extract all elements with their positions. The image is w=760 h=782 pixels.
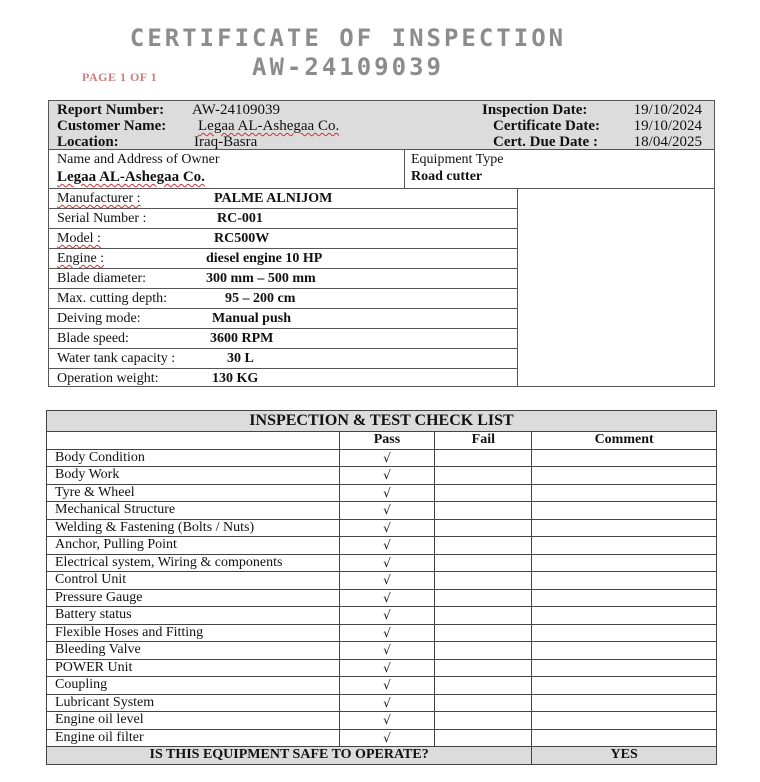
- spec-label: Deiving mode:: [57, 311, 141, 326]
- equipment-type-label: Equipment Type: [411, 152, 504, 167]
- spec-row: [49, 249, 517, 269]
- pass-check-mark: √: [339, 467, 435, 485]
- checklist-item-label: Flexible Hoses and Fitting: [47, 624, 340, 642]
- checklist-item-label: Coupling: [47, 677, 340, 695]
- spec-row: [49, 309, 517, 329]
- checklist-row: [47, 659, 717, 677]
- checklist-row: [47, 449, 717, 467]
- checklist-item-label: Body Work: [47, 467, 340, 485]
- certificate-date-value: 19/10/2024: [633, 118, 702, 134]
- checklist-item-label: POWER Unit: [47, 659, 340, 677]
- spec-value: diesel engine 10 HP: [206, 251, 323, 266]
- comment-cell: [532, 694, 717, 712]
- owner-value: Legaa AL-Ashegaa Co.: [57, 169, 205, 185]
- comment-cell: [532, 677, 717, 695]
- pass-check-mark: √: [339, 572, 435, 590]
- checklist-row: [47, 624, 717, 642]
- customer-name-label: Customer Name:: [57, 118, 167, 134]
- checklist-row: [47, 677, 717, 695]
- comment-cell: [532, 572, 717, 590]
- certificate-date-label: Certificate Date:: [493, 118, 601, 134]
- comment-cell: [532, 729, 717, 747]
- checklist-body: [47, 449, 717, 747]
- fail-cell: [435, 677, 532, 695]
- checklist-item-label: Bleeding Valve: [47, 642, 340, 660]
- report-number-label: Report Number:: [57, 102, 165, 118]
- fail-cell: [435, 519, 532, 537]
- checklist-row: [47, 467, 717, 485]
- safe-question: IS THIS EQUIPMENT SAFE TO OPERATE?: [47, 747, 532, 765]
- comment-cell: [532, 467, 717, 485]
- spec-value: 130 KG: [212, 371, 259, 386]
- spec-row: [49, 209, 517, 229]
- checklist-item-label: Control Unit: [47, 572, 340, 590]
- spec-row: [49, 349, 517, 369]
- spec-value: RC500W: [214, 231, 270, 246]
- pass-check-mark: √: [339, 519, 435, 537]
- pass-check-mark: √: [339, 624, 435, 642]
- spec-value: PALME ALNIJOM: [214, 191, 333, 206]
- fail-cell: [435, 484, 532, 502]
- spec-row: [49, 269, 517, 289]
- checklist-item-label: Engine oil level: [47, 712, 340, 730]
- pass-check-mark: √: [339, 659, 435, 677]
- location-label: Location:: [57, 134, 119, 150]
- fail-cell: [435, 449, 532, 467]
- pass-check-mark: √: [339, 607, 435, 625]
- checklist-row: [47, 519, 717, 537]
- inspection-date-value: 19/10/2024: [633, 102, 702, 118]
- pass-check-mark: √: [339, 712, 435, 730]
- checklist-row: [47, 572, 717, 590]
- checklist-row: [47, 729, 717, 747]
- spec-label: Operation weight:: [57, 371, 159, 386]
- pass-check-mark: √: [339, 537, 435, 555]
- checklist-row: [47, 537, 717, 555]
- spec-row: [49, 189, 517, 209]
- spec-row: [49, 369, 517, 389]
- report-number-row: [57, 102, 702, 118]
- pass-check-mark: √: [339, 589, 435, 607]
- item-column-header: [47, 432, 340, 450]
- checklist-item-label: Electrical system, Wiring & components: [47, 554, 340, 572]
- fail-cell: [435, 502, 532, 520]
- checklist-item-label: Mechanical Structure: [47, 502, 340, 520]
- pass-check-mark: √: [339, 554, 435, 572]
- checklist-item-label: Battery status: [47, 607, 340, 625]
- owner-label: Name and Address of Owner: [57, 152, 220, 167]
- fail-cell: [435, 467, 532, 485]
- comment-cell: [532, 554, 717, 572]
- report-header: [48, 100, 715, 150]
- checklist-row: [47, 642, 717, 660]
- spec-value: 3600 RPM: [210, 331, 274, 346]
- checklist-item-label: Tyre & Wheel: [47, 484, 340, 502]
- comment-column-header: Comment: [532, 432, 717, 450]
- comment-cell: [532, 449, 717, 467]
- checklist-item-label: Anchor, Pulling Point: [47, 537, 340, 555]
- checklist-item-label: Body Condition: [47, 449, 340, 467]
- pass-check-mark: √: [339, 642, 435, 660]
- fail-cell: [435, 624, 532, 642]
- report-number-value: AW-24109039: [192, 102, 280, 118]
- comment-cell: [532, 642, 717, 660]
- spec-row: [49, 329, 517, 349]
- pass-check-mark: √: [339, 449, 435, 467]
- fail-column-header: Fail: [435, 432, 532, 450]
- spec-value: Manual push: [212, 311, 291, 326]
- due-date-label: Cert. Due Date :: [493, 134, 598, 150]
- comment-cell: [532, 484, 717, 502]
- checklist-title: INSPECTION & TEST CHECK LIST: [47, 411, 717, 432]
- customer-name-value: Legaa AL-Ashegaa Co.: [198, 118, 340, 134]
- safe-answer: YES: [532, 747, 717, 765]
- spec-row: [49, 229, 517, 249]
- fail-cell: [435, 572, 532, 590]
- equipment-type-value: Road cutter: [411, 169, 483, 184]
- pass-check-mark: √: [339, 484, 435, 502]
- pass-check-mark: √: [339, 729, 435, 747]
- fail-cell: [435, 589, 532, 607]
- spec-label: Blade diameter:: [57, 271, 147, 286]
- comment-cell: [532, 537, 717, 555]
- checklist-row: [47, 554, 717, 572]
- comment-cell: [532, 712, 717, 730]
- checklist-row: [47, 694, 717, 712]
- inspection-checklist: [46, 410, 717, 765]
- comment-cell: [532, 607, 717, 625]
- spec-label: Water tank capacity :: [57, 351, 176, 366]
- fail-cell: [435, 642, 532, 660]
- spec-value: 95 – 200 cm: [225, 291, 296, 306]
- checklist-item-label: Engine oil filter: [47, 729, 340, 747]
- spec-label: Engine :: [57, 251, 105, 266]
- spec-row: [49, 289, 517, 309]
- customer-row: [57, 118, 702, 134]
- pass-check-mark: √: [339, 502, 435, 520]
- comment-cell: [532, 519, 717, 537]
- spec-label: Model :: [57, 231, 101, 246]
- spec-value: 30 L: [227, 351, 254, 366]
- checklist-row: [47, 607, 717, 625]
- inspection-date-label: Inspection Date:: [482, 102, 588, 118]
- pass-check-mark: √: [339, 694, 435, 712]
- fail-cell: [435, 712, 532, 730]
- checklist-row: [47, 712, 717, 730]
- specs-table: [48, 189, 715, 387]
- spec-label: Max. cutting depth:: [57, 291, 168, 306]
- comment-cell: [532, 502, 717, 520]
- fail-cell: [435, 659, 532, 677]
- spec-label: Manufacturer :: [57, 191, 141, 206]
- pass-column-header: Pass: [339, 432, 435, 450]
- location-value: Iraq-Basra: [194, 134, 258, 150]
- fail-cell: [435, 554, 532, 572]
- checklist-row: [47, 589, 717, 607]
- certificate-number-title: AW-24109039: [252, 53, 444, 81]
- spec-label: Serial Number :: [57, 211, 147, 226]
- page-label: PAGE 1 OF 1: [82, 70, 158, 84]
- pass-check-mark: √: [339, 677, 435, 695]
- due-date-value: 18/04/2025: [633, 134, 702, 150]
- checklist-row: [47, 502, 717, 520]
- fail-cell: [435, 729, 532, 747]
- spec-value: RC-001: [217, 211, 263, 226]
- location-row: [57, 134, 702, 150]
- comment-cell: [532, 589, 717, 607]
- checklist-row: [47, 484, 717, 502]
- comment-cell: [532, 659, 717, 677]
- spec-label: Blade speed:: [57, 331, 129, 346]
- fail-cell: [435, 537, 532, 555]
- checklist-item-label: Lubricant System: [47, 694, 340, 712]
- spec-value: 300 mm – 500 mm: [206, 271, 316, 286]
- checklist-item-label: Welding & Fastening (Bolts / Nuts): [47, 519, 340, 537]
- comment-cell: [532, 624, 717, 642]
- checklist-item-label: Pressure Gauge: [47, 589, 340, 607]
- fail-cell: [435, 607, 532, 625]
- owner-section: [48, 150, 715, 189]
- fail-cell: [435, 694, 532, 712]
- certificate-title: CERTIFICATE OF INSPECTION: [129, 24, 567, 52]
